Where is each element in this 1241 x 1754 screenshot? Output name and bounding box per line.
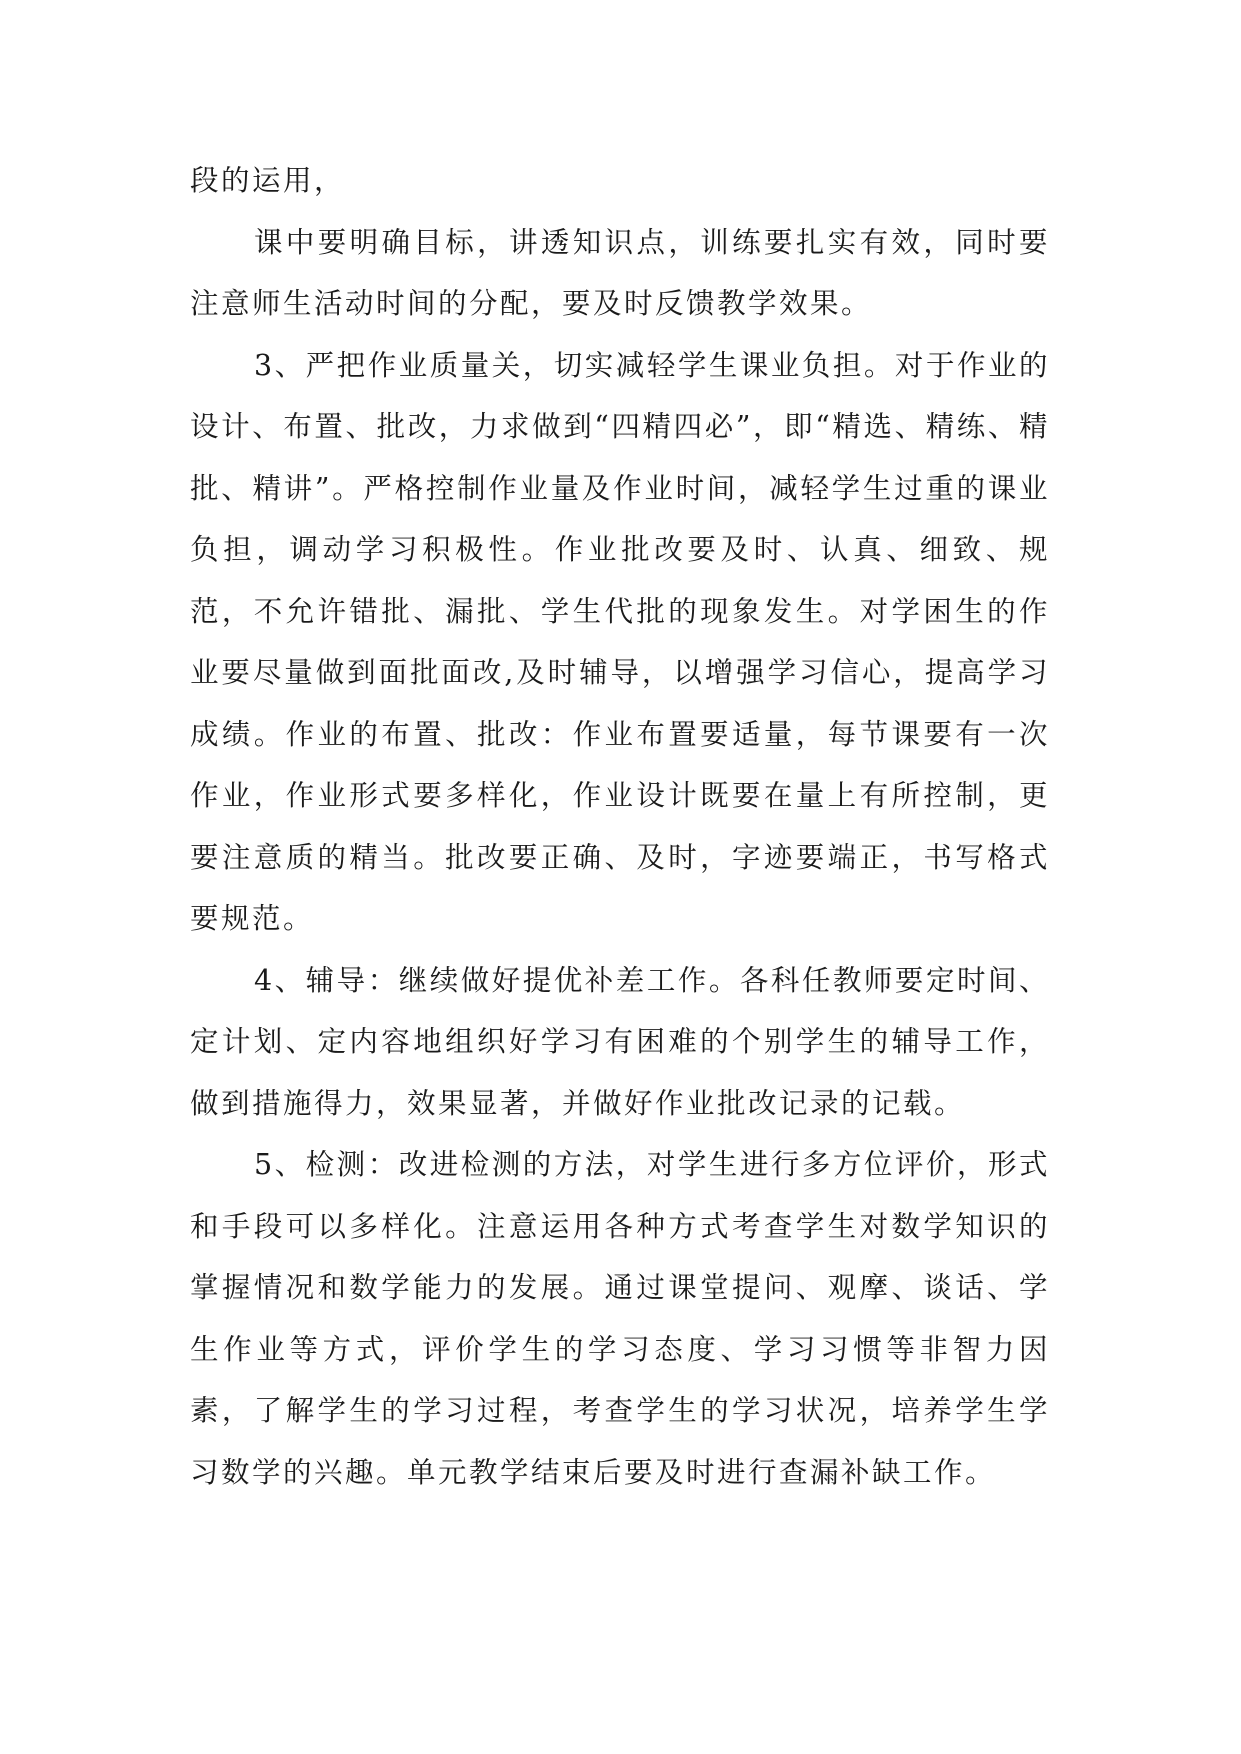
paragraph-testing: 5、检测：改进检测的方法，对学生进行多方位评价，形式和手段可以多样化。注意运用各种方式考查学生对数学知识的掌握情况和数学能力的发展。通过课堂提问、观摩、谈话、学生作业等方式，评价学生的学习态度、学习习惯等非智力因素，了解学生的学习过程，考查学生的学习状况，培养学生学习数学的兴趣。单元教学结束后要及时进行查漏补缺工作。 bbox=[190, 1148, 1050, 1489]
document-body bbox=[190, 150, 1050, 1503]
paragraph-continuation: 段的运用， bbox=[190, 164, 346, 197]
paragraph-tutoring: 4、辅导：继续做好提优补差工作。各科任教师要定时间、定计划、定内容地组织好学习有困难的个别学生的辅导工作，做到措施得力，效果显著，并做好作业批改记录的记载。 bbox=[190, 963, 1050, 1120]
paragraph-in-class: 课中要明确目标，讲透知识点，训练要扎实有效，同时要注意师生活动时间的分配，要及时反馈教学效果。 bbox=[190, 225, 1050, 320]
paragraph-homework: 3、严把作业质量关，切实减轻学生课业负担。对于作业的设计、布置、批改，力求做到“四精四必”，即“精选、精练、精批、精讲”。严格控制作业量及作业时间，减轻学生过重的课业负担，调动学习积极性。作业批改要及时、认真、细致、规范，不允许错批、漏批、学生代批的现象发生。对学困生的作业要尽量做到面批面改,及时辅导，以增强学习信心，提高学习成绩。作业的布置、批改：作业布置要适量，每节课要有一次作业，作业形式要多样化，作业设计既要在量上有所控制，更要注意质的精当。批改要正确、及时，字迹要端正，书写格式要规范。 bbox=[190, 348, 1050, 935]
